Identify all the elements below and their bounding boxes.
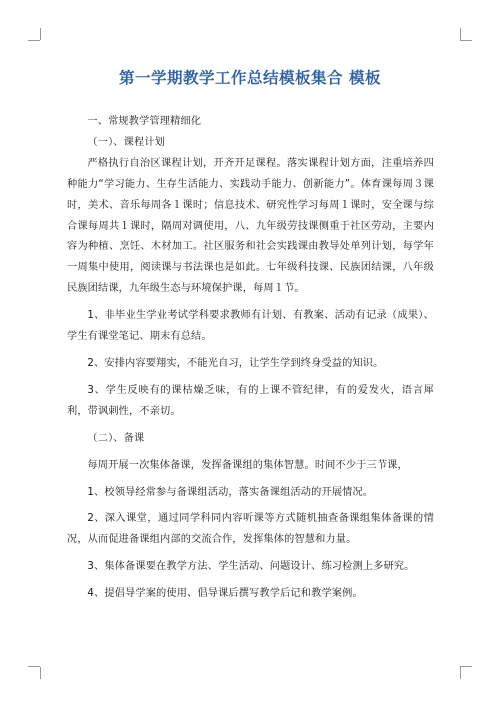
subsection-heading: （一）、课程计划: [87, 136, 165, 148]
paragraph: 4、提倡导学案的使用、倡导课后撰写教学后记和教学案例。: [87, 588, 363, 600]
paragraph: 3、集体备课要在教学方法、学生活动、问题设计、练习检测上多研究。: [87, 561, 415, 573]
paragraph: 严格执行自治区课程计划，开齐开足课程。落实课程计划方面，注重培养四种能力“学习能力、生存生活能力、实践动手能力、创新能力”。体育课每周３课时，美术、音乐每周各１课时；信息技术、研究性学习每周１课时，安全课与综合课每周共１课时，隔周对调使用，八、九年级劳技课侧重于社区劳动，主要内容为种植、烹饪、木材加工。社区服务和社会实践课由教导处单列计划，每学年一周集中使用，阅读课与书法课也是如此。七年级科技课、民族团结课，八年级民族团结课，九年级生态与环境保护课，每周１节。: [67, 157, 434, 295]
paragraph: 2、安排内容要翔实，不能光自习，让学生学到终身受益的知识。: [87, 357, 384, 369]
paragraph: 1、非毕业生学业考试学科要求教师有计划、有教案、活动有记录（成果）、学生有课堂笔记、期末有总结。: [67, 310, 434, 343]
paragraph: 2、深入课堂，通过同学科同内容听课等方式随机抽查备课组集体备课的情况，从而促进备课组内部的交流合作，发挥集体的智慧和力量。: [67, 513, 434, 546]
crop-mark-top-left-v: [40, 28, 41, 40]
crop-mark-bottom-right: [460, 666, 472, 667]
crop-mark-bottom-left-v: [40, 667, 41, 679]
paragraph: 3、学生反映有的课枯燥乏味，有的上课不管纪律，有的爱发火，语言犀利，带讽刺性，不亲切。: [67, 384, 434, 417]
document-title: 第一学期教学工作总结模板集合 模板: [119, 69, 381, 87]
crop-mark-top-right-v: [460, 28, 461, 40]
document-body: [67, 112, 434, 605]
subsection-heading: （二）、备课: [87, 432, 145, 444]
crop-mark-top-left: [28, 40, 40, 41]
section-heading: 一、常规教学管理精细化: [87, 116, 202, 127]
crop-mark-bottom-right-v: [460, 667, 461, 679]
crop-mark-top-right: [460, 40, 472, 41]
paragraph: 1、校领导经常参与备课组活动，落实备课组活动的开展情况。: [87, 486, 374, 498]
paragraph: 每周开展一次集体备课，发挥备课组的集体智慧。时间不少于三节课，: [87, 459, 408, 471]
crop-mark-bottom-left: [28, 666, 40, 667]
